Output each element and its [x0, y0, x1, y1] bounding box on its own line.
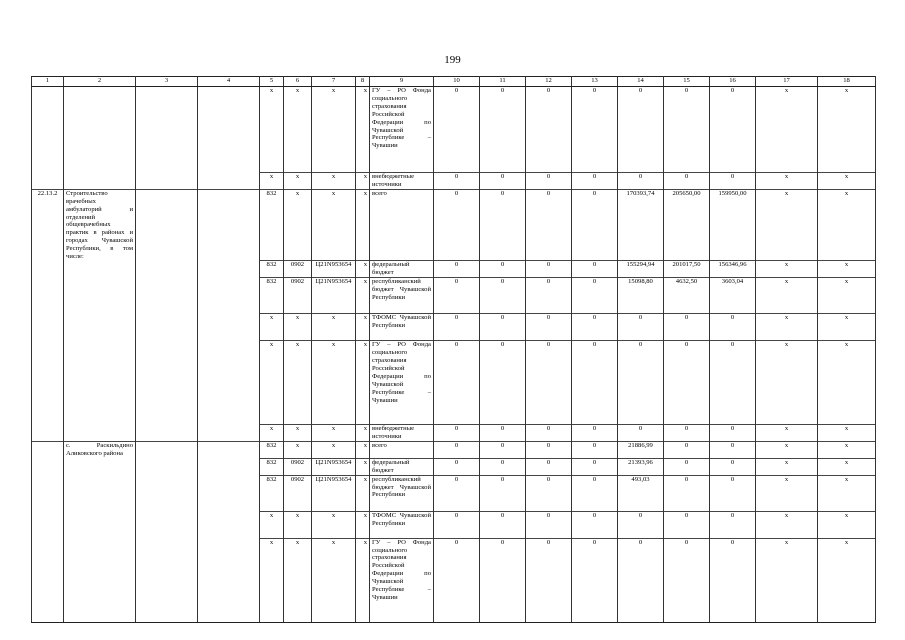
table-cell-col16: 0	[710, 458, 756, 475]
table-cell-col10: 0	[434, 425, 480, 442]
table-cell-col9: ТФОМС Чувашской Республики	[370, 511, 434, 538]
table-cell-col14: 0	[618, 425, 664, 442]
table-cell-col18: х	[818, 538, 876, 622]
table-cell-col11: 0	[480, 278, 526, 314]
table-cell-col17: х	[756, 458, 818, 475]
table-cell-col4	[198, 475, 260, 511]
table-cell-col1	[32, 261, 64, 278]
table-cell-col17: х	[756, 538, 818, 622]
table-cell-col6: х	[284, 189, 312, 261]
table-cell-col6: х	[284, 87, 312, 173]
table-cell-col3	[136, 189, 198, 261]
table-cell-col6: 0902	[284, 458, 312, 475]
table-cell-col4	[198, 425, 260, 442]
table-cell-col15: 0	[664, 173, 710, 190]
column-header: 15	[664, 77, 710, 87]
table-cell-col9: ГУ – РО Фонда социального страхования Российской Федерации по Чувашской Республике – Чувашии	[370, 341, 434, 425]
table-cell-col8: х	[356, 189, 370, 261]
table-row	[32, 314, 876, 341]
column-header: 13	[572, 77, 618, 87]
table-row	[32, 278, 876, 314]
table-cell-col9: внебюджетные источники	[370, 173, 434, 190]
table-cell-col12: 0	[526, 189, 572, 261]
table-cell-col4	[198, 261, 260, 278]
table-cell-col11: 0	[480, 511, 526, 538]
table-cell-col13: 0	[572, 278, 618, 314]
table-cell-col18: х	[818, 511, 876, 538]
table-cell-col15: 0	[664, 475, 710, 511]
table-cell-col3	[136, 314, 198, 341]
table-cell-col16: 0	[710, 314, 756, 341]
table-cell-col10: 0	[434, 458, 480, 475]
table-cell-col10: 0	[434, 442, 480, 458]
table-cell-col2	[64, 314, 136, 341]
page-number: 199	[444, 54, 461, 66]
table-cell-col11: 0	[480, 87, 526, 173]
table-cell-col6: х	[284, 511, 312, 538]
table-cell-col18: х	[818, 425, 876, 442]
table-cell-col17: х	[756, 511, 818, 538]
table-cell-col5: 832	[260, 442, 284, 458]
table-cell-col2	[64, 425, 136, 442]
table-cell-col9: республиканский бюджет Чувашской Республики	[370, 475, 434, 511]
table-cell-col16: 0	[710, 538, 756, 622]
table-cell-col4	[198, 458, 260, 475]
table-cell-col10: 0	[434, 475, 480, 511]
table-cell-col3	[136, 278, 198, 314]
table-cell-col16: 159950,00	[710, 189, 756, 261]
table-cell-col13: 0	[572, 538, 618, 622]
column-header: 14	[618, 77, 664, 87]
table-cell-col8: х	[356, 511, 370, 538]
table-cell-col15: 0	[664, 538, 710, 622]
table-cell-col17: х	[756, 189, 818, 261]
table-cell-col17: х	[756, 278, 818, 314]
table-cell-col8: х	[356, 278, 370, 314]
table-cell-col18: х	[818, 87, 876, 173]
table-cell-col1	[32, 341, 64, 425]
table-cell-col2: Строительство врачебных амбулаторий и отделений общеврачебных практик в районах и городах Чувашской Республики, в том числе:	[64, 189, 136, 261]
table-cell-col16: 156346,96	[710, 261, 756, 278]
table-cell-col5: х	[260, 87, 284, 173]
table-cell-col14: 493,03	[618, 475, 664, 511]
table-cell-col14: 21886,99	[618, 442, 664, 458]
table-cell-col8: х	[356, 475, 370, 511]
table-cell-col2	[64, 538, 136, 622]
table-cell-col1	[32, 538, 64, 622]
table-cell-col9: внебюджетные источники	[370, 425, 434, 442]
table-cell-col7: х	[312, 87, 356, 173]
table-cell-col5: 832	[260, 189, 284, 261]
table-cell-col8: х	[356, 425, 370, 442]
table-cell-col8: х	[356, 314, 370, 341]
table-cell-col14: 0	[618, 173, 664, 190]
table-cell-col8: х	[356, 341, 370, 425]
table-row	[32, 341, 876, 425]
table-cell-col5: х	[260, 341, 284, 425]
table-cell-col6: х	[284, 314, 312, 341]
table-cell-col7: Ц21N953654	[312, 458, 356, 475]
table-cell-col7: х	[312, 511, 356, 538]
table-cell-col16: 0	[710, 173, 756, 190]
table-cell-col3	[136, 341, 198, 425]
table-cell-col10: 0	[434, 173, 480, 190]
table-cell-col10: 0	[434, 538, 480, 622]
table-cell-col16: 0	[710, 341, 756, 425]
table-cell-col8: х	[356, 87, 370, 173]
budget-table	[31, 76, 876, 623]
table-cell-col3	[136, 458, 198, 475]
table-cell-col12: 0	[526, 314, 572, 341]
table-cell-col11: 0	[480, 173, 526, 190]
table-cell-col5: х	[260, 511, 284, 538]
table-cell-col5: 832	[260, 278, 284, 314]
table-cell-col16: 3603,04	[710, 278, 756, 314]
table-cell-col17: х	[756, 314, 818, 341]
table-cell-col7: х	[312, 173, 356, 190]
table-cell-col3	[136, 173, 198, 190]
table-cell-col7: х	[312, 341, 356, 425]
table-cell-col5: х	[260, 538, 284, 622]
table-cell-col2	[64, 278, 136, 314]
table-cell-col4	[198, 189, 260, 261]
table-cell-col11: 0	[480, 475, 526, 511]
table-cell-col10: 0	[434, 511, 480, 538]
table-cell-col10: 0	[434, 261, 480, 278]
column-header: 12	[526, 77, 572, 87]
table-cell-col2	[64, 458, 136, 475]
table-cell-col1: 22.13.2	[32, 189, 64, 261]
table-cell-col7: х	[312, 442, 356, 458]
table-cell-col7: х	[312, 189, 356, 261]
table-cell-col2	[64, 341, 136, 425]
table-cell-col7: Ц21N953654	[312, 475, 356, 511]
table-cell-col12: 0	[526, 458, 572, 475]
table-cell-col1	[32, 475, 64, 511]
table-cell-col11: 0	[480, 425, 526, 442]
table-cell-col1	[32, 511, 64, 538]
table-cell-col17: х	[756, 442, 818, 458]
table-cell-col17: х	[756, 425, 818, 442]
table-cell-col11: 0	[480, 341, 526, 425]
table-cell-col17: х	[756, 261, 818, 278]
table-cell-col9: федеральный бюджет	[370, 261, 434, 278]
table-cell-col9: ТФОМС Чувашской Республики	[370, 314, 434, 341]
table-cell-col3	[136, 442, 198, 458]
table-cell-col7: Ц21N953654	[312, 261, 356, 278]
table-cell-col6: 0902	[284, 261, 312, 278]
table-cell-col2	[64, 87, 136, 173]
table-cell-col9: ГУ – РО Фонда социального страхования Российской Федерации по Чувашской Республике – Чувашии	[370, 87, 434, 173]
table-cell-col2: с. Раскильдино Аликовского района	[64, 442, 136, 458]
table-cell-col5: х	[260, 314, 284, 341]
table-cell-col8: х	[356, 538, 370, 622]
table-cell-col12: 0	[526, 87, 572, 173]
table-cell-col4	[198, 511, 260, 538]
table-cell-col3	[136, 87, 198, 173]
column-header: 11	[480, 77, 526, 87]
table-cell-col15: 205650,00	[664, 189, 710, 261]
column-header: 9	[370, 77, 434, 87]
table-cell-col5: х	[260, 173, 284, 190]
table-cell-col4	[198, 442, 260, 458]
table-cell-col8: х	[356, 442, 370, 458]
column-header: 2	[64, 77, 136, 87]
column-header: 4	[198, 77, 260, 87]
table-row	[32, 87, 876, 173]
table-row	[32, 475, 876, 511]
table-cell-col18: х	[818, 341, 876, 425]
table-cell-col17: х	[756, 341, 818, 425]
table-cell-col3	[136, 425, 198, 442]
table-cell-col17: х	[756, 173, 818, 190]
table-cell-col6: х	[284, 425, 312, 442]
table-cell-col11: 0	[480, 261, 526, 278]
table-cell-col13: 0	[572, 314, 618, 341]
table-cell-col13: 0	[572, 442, 618, 458]
table-cell-col7: х	[312, 425, 356, 442]
table-cell-col12: 0	[526, 538, 572, 622]
table-cell-col2	[64, 511, 136, 538]
column-header: 5	[260, 77, 284, 87]
table-cell-col5: 832	[260, 458, 284, 475]
table-row	[32, 173, 876, 190]
table-cell-col15: 0	[664, 442, 710, 458]
table-cell-col14: 0	[618, 341, 664, 425]
table-cell-col9: всего	[370, 189, 434, 261]
table-cell-col7: х	[312, 538, 356, 622]
column-header: 3	[136, 77, 198, 87]
table-cell-col18: х	[818, 314, 876, 341]
table-cell-col6: х	[284, 341, 312, 425]
table-cell-col4	[198, 173, 260, 190]
table-cell-col2	[64, 475, 136, 511]
table-cell-col14: 0	[618, 314, 664, 341]
table-cell-col12: 0	[526, 173, 572, 190]
table-cell-col2	[64, 261, 136, 278]
table-cell-col18: х	[818, 475, 876, 511]
table-cell-col12: 0	[526, 475, 572, 511]
table-cell-col10: 0	[434, 87, 480, 173]
table-cell-col18: х	[818, 458, 876, 475]
column-header: 18	[818, 77, 876, 87]
table-cell-col14: 170393,74	[618, 189, 664, 261]
table-row	[32, 261, 876, 278]
table-cell-col4	[198, 341, 260, 425]
table-cell-col15: 201017,50	[664, 261, 710, 278]
table-cell-col7: х	[312, 314, 356, 341]
table-cell-col8: х	[356, 261, 370, 278]
table-cell-col18: х	[818, 261, 876, 278]
column-number-header	[32, 77, 876, 87]
table-cell-col10: 0	[434, 189, 480, 261]
table-cell-col18: х	[818, 278, 876, 314]
table-row	[32, 442, 876, 458]
table-cell-col9: республиканский бюджет Чувашской Республики	[370, 278, 434, 314]
table-cell-col18: х	[818, 173, 876, 190]
table-cell-col12: 0	[526, 278, 572, 314]
table-cell-col6: 0902	[284, 475, 312, 511]
table-cell-col17: х	[756, 87, 818, 173]
table-cell-col16: 0	[710, 511, 756, 538]
table-cell-col13: 0	[572, 261, 618, 278]
table-cell-col12: 0	[526, 261, 572, 278]
table-cell-col11: 0	[480, 189, 526, 261]
table-cell-col1	[32, 425, 64, 442]
table-cell-col17: х	[756, 475, 818, 511]
table-cell-col8: х	[356, 173, 370, 190]
table-cell-col13: 0	[572, 511, 618, 538]
table-cell-col15: 0	[664, 87, 710, 173]
table-cell-col1	[32, 278, 64, 314]
table-cell-col15: 0	[664, 511, 710, 538]
table-cell-col1	[32, 458, 64, 475]
table-cell-col11: 0	[480, 314, 526, 341]
column-header: 1	[32, 77, 64, 87]
table-cell-col7: Ц21N953654	[312, 278, 356, 314]
table-row	[32, 189, 876, 261]
table-cell-col5: 832	[260, 475, 284, 511]
table-cell-col12: 0	[526, 442, 572, 458]
table-cell-col13: 0	[572, 425, 618, 442]
table-cell-col1	[32, 442, 64, 458]
table-cell-col4	[198, 538, 260, 622]
column-header: 6	[284, 77, 312, 87]
table-cell-col12: 0	[526, 341, 572, 425]
table-cell-col14: 0	[618, 538, 664, 622]
table-row	[32, 458, 876, 475]
table-cell-col16: 0	[710, 475, 756, 511]
table-cell-col15: 4632,50	[664, 278, 710, 314]
table-cell-col1	[32, 87, 64, 173]
table-cell-col16: 0	[710, 442, 756, 458]
table-cell-col9: федеральный бюджет	[370, 458, 434, 475]
table-cell-col14: 155294,94	[618, 261, 664, 278]
table-cell-col14: 21393,96	[618, 458, 664, 475]
column-header: 8	[356, 77, 370, 87]
table-cell-col12: 0	[526, 511, 572, 538]
table-cell-col11: 0	[480, 442, 526, 458]
table-cell-col10: 0	[434, 341, 480, 425]
table-cell-col16: 0	[710, 425, 756, 442]
table-cell-col4	[198, 278, 260, 314]
table-cell-col3	[136, 538, 198, 622]
table-cell-col15: 0	[664, 341, 710, 425]
table-cell-col3	[136, 511, 198, 538]
table-cell-col6: 0902	[284, 278, 312, 314]
table-cell-col6: х	[284, 442, 312, 458]
table-cell-col5: 832	[260, 261, 284, 278]
table-cell-col9: ГУ – РО Фонда социального страхования Российской Федерации по Чувашской Республике – Чувашии	[370, 538, 434, 622]
table-cell-col10: 0	[434, 314, 480, 341]
table-cell-col14: 15098,80	[618, 278, 664, 314]
table-cell-col13: 0	[572, 87, 618, 173]
table-cell-col16: 0	[710, 87, 756, 173]
table-row	[32, 538, 876, 622]
table-cell-col1	[32, 173, 64, 190]
table-cell-col15: 0	[664, 458, 710, 475]
table-cell-col15: 0	[664, 314, 710, 341]
table-cell-col12: 0	[526, 425, 572, 442]
table-cell-col10: 0	[434, 278, 480, 314]
table-cell-col13: 0	[572, 458, 618, 475]
table-cell-col5: х	[260, 425, 284, 442]
table-cell-col11: 0	[480, 538, 526, 622]
table-cell-col13: 0	[572, 189, 618, 261]
table-cell-col9: всего	[370, 442, 434, 458]
table-cell-col15: 0	[664, 425, 710, 442]
table-row	[32, 425, 876, 442]
table-cell-col4	[198, 87, 260, 173]
table-cell-col14: 0	[618, 87, 664, 173]
table-cell-col3	[136, 261, 198, 278]
table-cell-col8: х	[356, 458, 370, 475]
table-cell-col3	[136, 475, 198, 511]
column-header: 17	[756, 77, 818, 87]
table-cell-col13: 0	[572, 475, 618, 511]
table-cell-col14: 0	[618, 511, 664, 538]
column-header: 7	[312, 77, 356, 87]
column-header: 16	[710, 77, 756, 87]
table-row	[32, 511, 876, 538]
table-cell-col13: 0	[572, 341, 618, 425]
table-cell-col6: х	[284, 173, 312, 190]
table-cell-col6: х	[284, 538, 312, 622]
table-cell-col1	[32, 314, 64, 341]
table-cell-col18: х	[818, 442, 876, 458]
column-header: 10	[434, 77, 480, 87]
table-cell-col4	[198, 314, 260, 341]
table-cell-col18: х	[818, 189, 876, 261]
table-cell-col13: 0	[572, 173, 618, 190]
table-cell-col11: 0	[480, 458, 526, 475]
table-cell-col2	[64, 173, 136, 190]
